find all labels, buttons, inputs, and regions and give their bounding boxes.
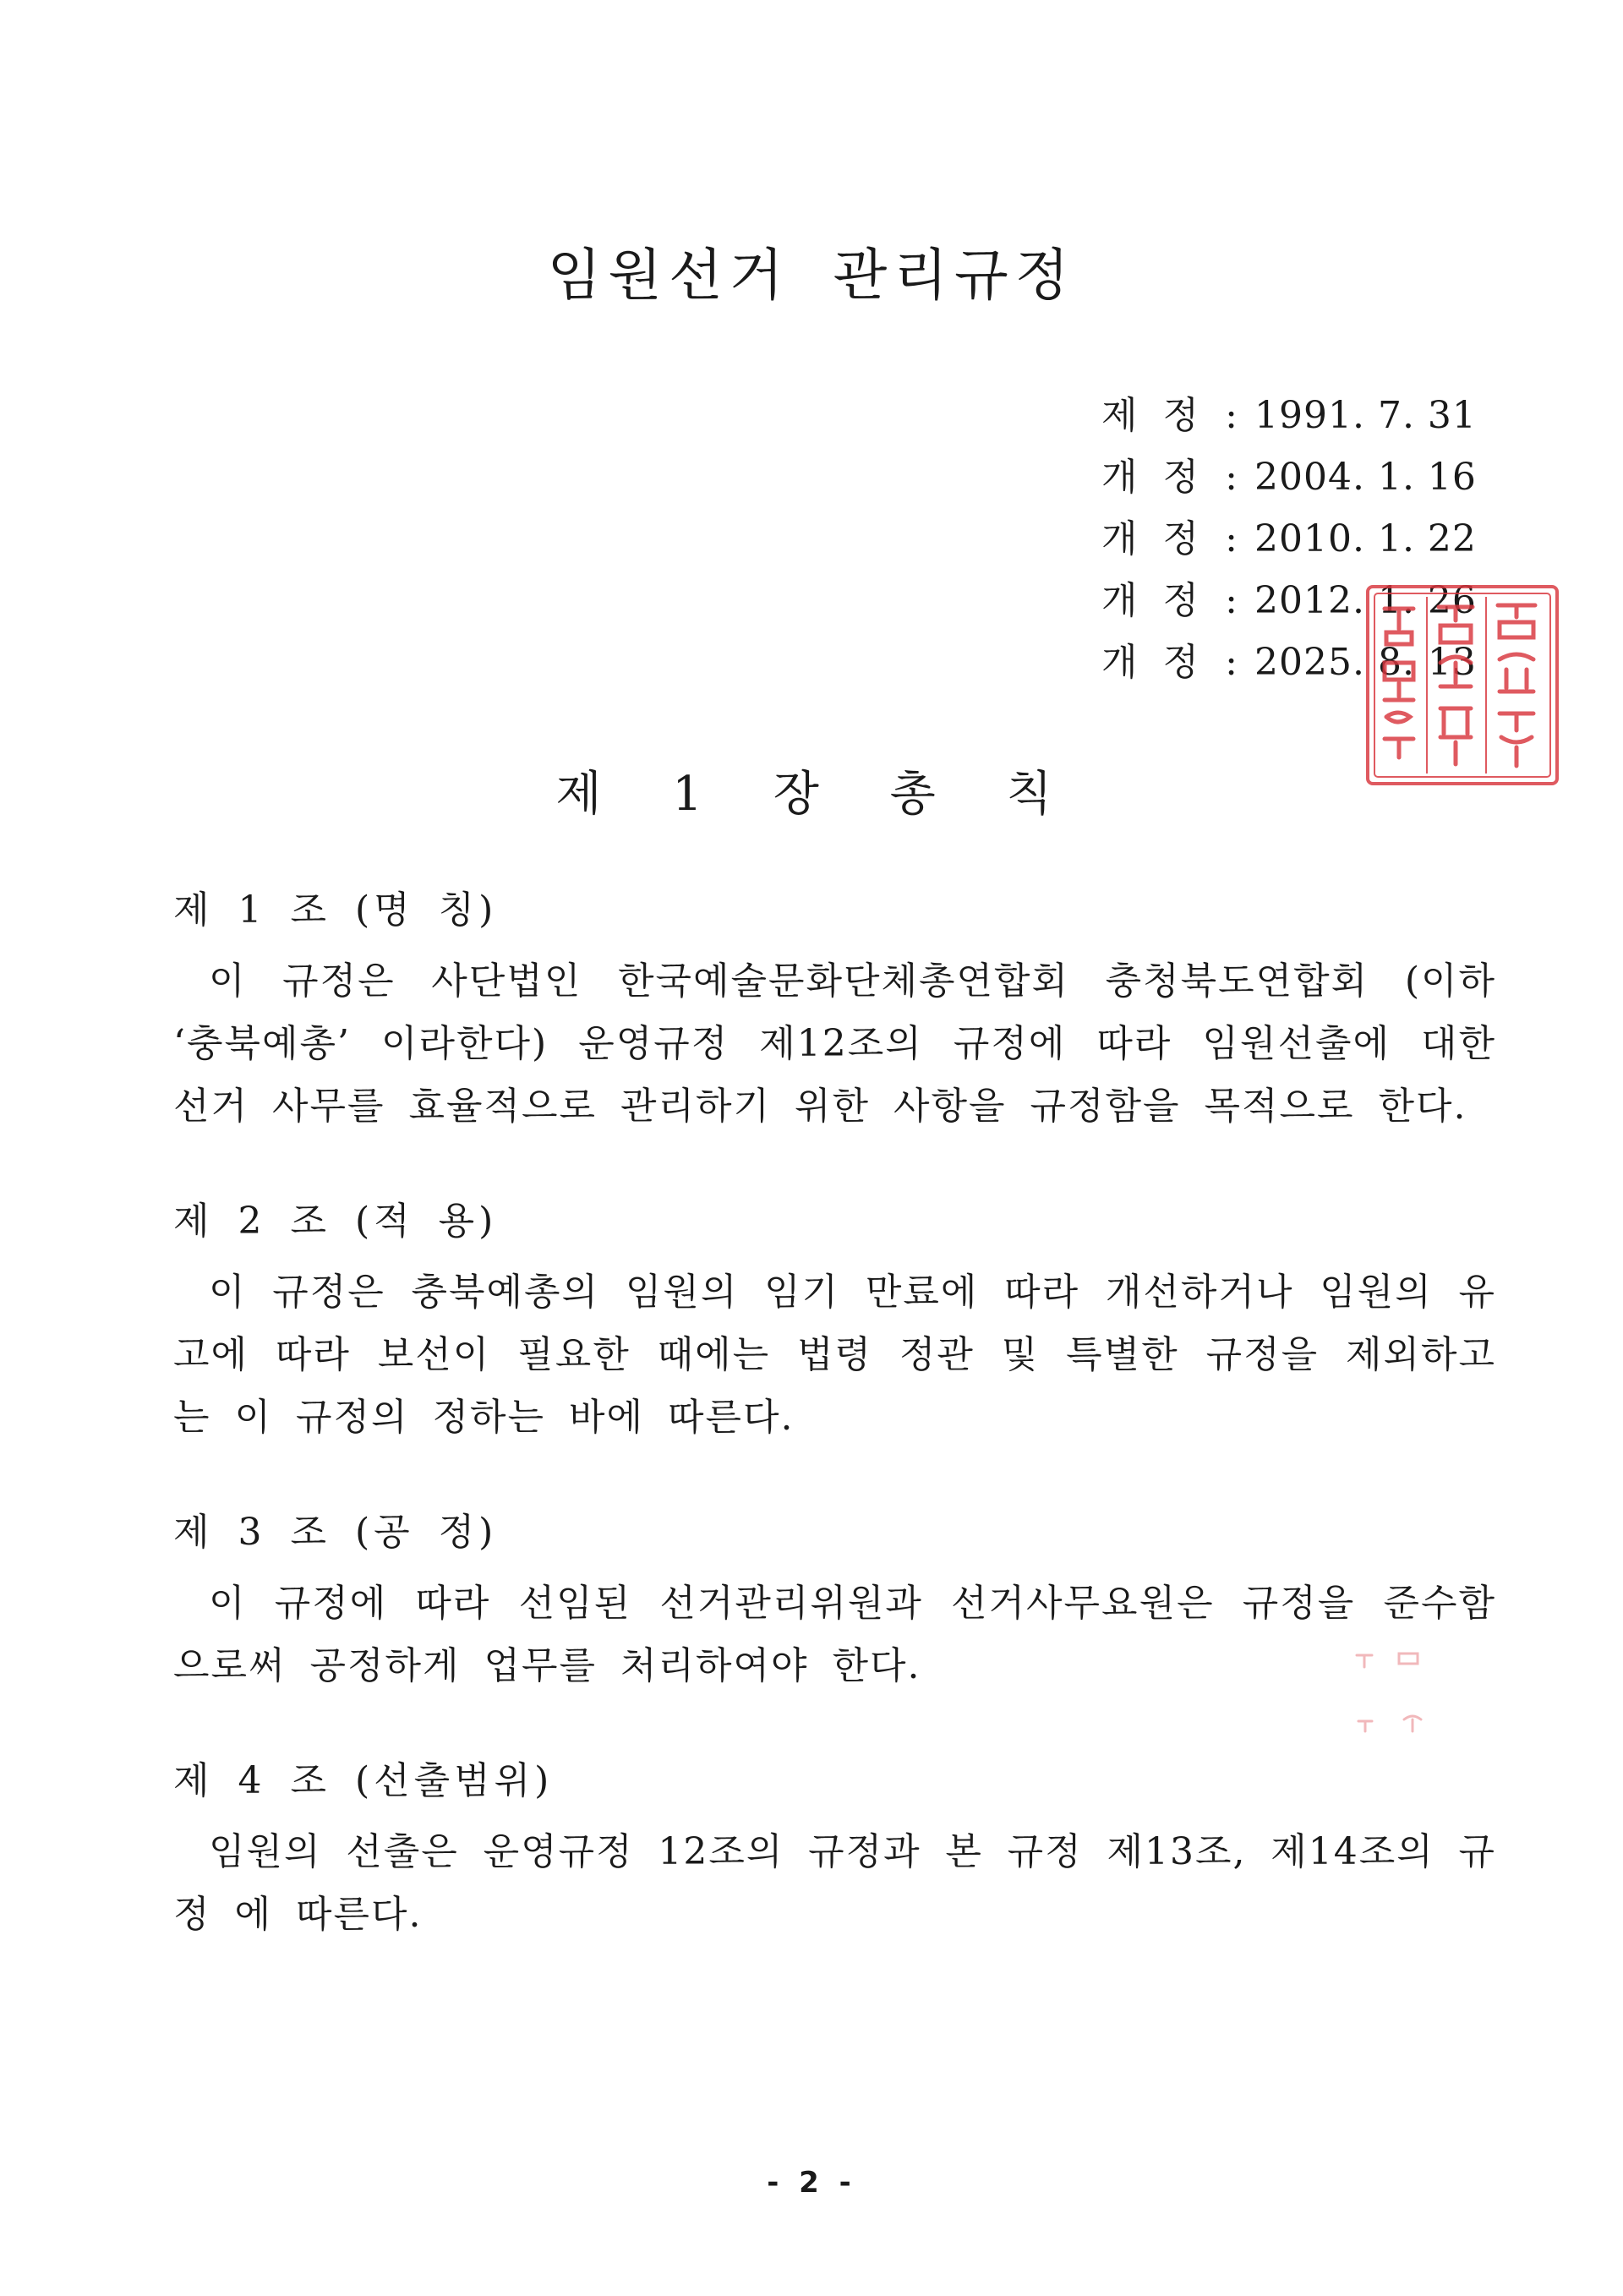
revision-date: 1991. 7. 31 bbox=[1254, 394, 1477, 437]
article-body bbox=[173, 950, 1496, 1138]
article-body-text: 이 규정은 사단법인 한국예술문화단체총연합회 충청북도연합회 (이하 ‘충북예총’ 이라한다) 운영규정 제12조의 규정에 따라 임원선출에 대한 선거 사무를 효율적으로 관리하기 위한 사항을 규정함을 목적으로 한다. bbox=[173, 959, 1496, 1128]
article-heading: 제 4 조 (선출범위) bbox=[173, 1759, 554, 1802]
article-body-text: 임원의 선출은 운영규정 12조의 규정과 본 규정 제13조, 제14조의 규정 에 따른다. bbox=[173, 1830, 1496, 1936]
revision-label: 개 정 bbox=[1101, 641, 1205, 684]
revision-date: 2004. 1. 16 bbox=[1254, 456, 1477, 499]
revision-label: 개 정 bbox=[1101, 579, 1205, 622]
faint-stamp-impression bbox=[1340, 1640, 1458, 1758]
revision-colon: : bbox=[1225, 456, 1238, 499]
article-body-text: 이 규정은 충북예총의 임원의 임기 만료에 따라 개선하거나 임원의 유고에 따라 보선이 필요한 때에는 법령 정관 및 특별한 규정을 제외하고는 이 규정의 정하는 바에 따른다. bbox=[173, 1271, 1496, 1439]
revision-date: 2010. 1. 22 bbox=[1254, 517, 1477, 560]
article-4 bbox=[173, 1760, 1496, 1946]
revision-date: 2025. 8. 13 bbox=[1254, 641, 1477, 684]
article-body bbox=[173, 1572, 1496, 1697]
article-body bbox=[173, 1261, 1496, 1449]
revision-label: 개 정 bbox=[1101, 517, 1205, 560]
chapter-heading: 제 1 장 총 칙 bbox=[555, 767, 1068, 822]
article-body-text: 이 규정에 따라 선임된 선거관리위원과 선거사무요원은 규정을 준수함 으로써 공정하게 업무를 처리하여야 한다. bbox=[173, 1582, 1496, 1687]
revision-label: 개 정 bbox=[1101, 456, 1205, 499]
revision-row bbox=[1101, 508, 1477, 570]
article-body bbox=[173, 1821, 1496, 1946]
article-heading: 제 3 조 (공 정) bbox=[173, 1511, 498, 1554]
page-number: - 2 - bbox=[767, 2166, 856, 2200]
article-2 bbox=[173, 1200, 1496, 1449]
revision-date: 2012. 1. 26 bbox=[1254, 579, 1477, 622]
revision-colon: : bbox=[1225, 394, 1238, 437]
revision-label: 제 정 bbox=[1101, 394, 1205, 437]
article-heading: 제 2 조 (적 용) bbox=[173, 1200, 498, 1243]
revision-colon: : bbox=[1225, 641, 1238, 684]
article-heading: 제 1 조 (명 칭) bbox=[173, 888, 498, 932]
document-title: 임원선거 관리규정 bbox=[547, 243, 1076, 308]
article-3 bbox=[173, 1512, 1496, 1697]
revision-colon: : bbox=[1225, 579, 1238, 622]
revision-row bbox=[1101, 446, 1477, 508]
article-1 bbox=[173, 889, 1496, 1138]
revision-colon: : bbox=[1225, 517, 1238, 560]
revision-row bbox=[1101, 385, 1477, 446]
